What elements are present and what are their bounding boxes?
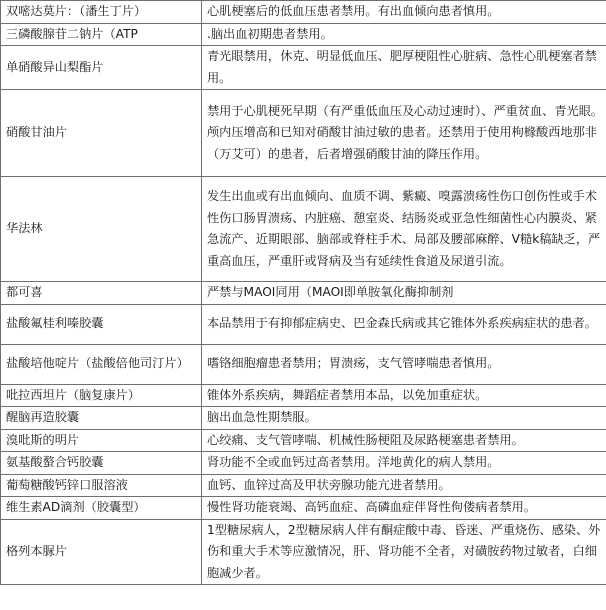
table-row — [1, 407, 606, 430]
drug-name-cell: 葡萄糖酸钙锌口服溶液 — [1, 474, 202, 497]
drug-name-cell: 盐酸氟桂利嗪胶囊 — [1, 304, 202, 344]
contraindication-cell: 青光眼禁用，休克、明显低血压、肥厚梗阻性心脏病、急性心肌梗塞者禁用。 — [202, 46, 606, 90]
contraindication-cell: 肾功能不全或血钙过高者禁用。洋地黄化的病人禁用。 — [202, 452, 606, 475]
contraindication-cell: 血钙、血锌过高及甲状旁腺功能亢进者禁用。 — [202, 474, 606, 497]
drug-name-cell: 溴吡斯的明片 — [1, 429, 202, 452]
contraindication-cell: 禁用于心肌梗死早期（有严重低血压及心动过速时）、严重贫血、青光眼。颅内压增高和已知对硝酸甘油过敏的患者。还禁用于使用枸橼酸西地那非（万艾可）的患者，后者增强硝酸甘油的降压作用。 — [202, 90, 606, 177]
contraindication-cell: 心绞痛、支气管哮喘、机械性肠梗阻及尿路梗塞患者禁用。 — [202, 429, 606, 452]
table-row — [1, 497, 606, 520]
drug-name-cell: 吡拉西坦片（脑复康片） — [1, 384, 202, 407]
table-row — [1, 519, 606, 585]
contraindication-cell: 发生出血或有出血倾向、血质不调、紫癜、嗅露溃疡性伤口创伤性或手术性伤口肠胃溃疡、内脏癌、憩室炎、结肠炎或亚急性细菌性心内膜炎、紧急流产、近期眼部、脑部或脊柱手术、局部及腰部麻醉、V糙k稿缺乏，严重高血压，严重肝或肾病及当有延续性食道及尿道引流。 — [202, 177, 606, 282]
table-row — [1, 23, 606, 46]
table-body — [1, 1, 606, 585]
table-row — [1, 304, 606, 344]
table-row — [1, 177, 606, 282]
contraindication-cell: 严禁与MAOI同用（MAOI即单胺氧化酶抑制剂 — [202, 282, 606, 305]
drug-name-cell: 华法林 — [1, 177, 202, 282]
contraindication-cell: .脑出血初期患者禁用。 — [202, 23, 606, 46]
table-row — [1, 384, 606, 407]
table-row — [1, 1, 606, 24]
table-row — [1, 474, 606, 497]
drug-name-cell: 盐酸培他啶片（盐酸倍他司汀片） — [1, 344, 202, 384]
drug-name-cell: 醒脑再造胶囊 — [1, 407, 202, 430]
contraindication-cell: 锥体外系疾病，舞蹈症者禁用本品，以免加重症状。 — [202, 384, 606, 407]
table-row — [1, 344, 606, 384]
drug-name-cell: 格列本脲片 — [1, 519, 202, 585]
contraindication-cell: 脑出血急性期禁服。 — [202, 407, 606, 430]
drug-name-cell: 都可喜 — [1, 282, 202, 305]
drug-name-cell: 氨基酸螯合钙胶囊 — [1, 452, 202, 475]
contraindication-cell: 慢性肾功能衰竭、高钙血症、高磷血症伴肾性佝偻病者禁用。 — [202, 497, 606, 520]
drug-name-cell: 三磷酸腺苷二钠片（ATP — [1, 23, 202, 46]
drug-name-cell: 维生素AD滴剂（胶囊型） — [1, 497, 202, 520]
table-row — [1, 452, 606, 475]
contraindication-cell: 1型糖尿病人，2型糖尿病人伴有酮症酸中毒、昏迷、严重烧伤、感染、外伤和重大手术等应激情况，肝、肾功能不全者，对磺胺药物过敏者，白细胞减少者。 — [202, 519, 606, 585]
table-row — [1, 46, 606, 90]
contraindication-cell: 心肌梗塞后的低血压患者禁用。有出血倾向患者慎用。 — [202, 1, 606, 24]
drug-name-cell: 硝酸甘油片 — [1, 90, 202, 177]
drug-name-cell: 单硝酸异山梨酯片 — [1, 46, 202, 90]
drug-name-cell: 双嘧达莫片：（潘生丁片） — [1, 1, 202, 24]
table-row — [1, 90, 606, 177]
table-row — [1, 282, 606, 305]
table-row — [1, 429, 606, 452]
contraindication-cell: 本品禁用于有抑郁症病史、巴金森氏病或其它锥体外系疾病症状的患者。 — [202, 304, 606, 344]
contraindication-cell: 嗜铬细胞瘤患者禁用；胃溃疡，支气管哮喘患者慎用。 — [202, 344, 606, 384]
